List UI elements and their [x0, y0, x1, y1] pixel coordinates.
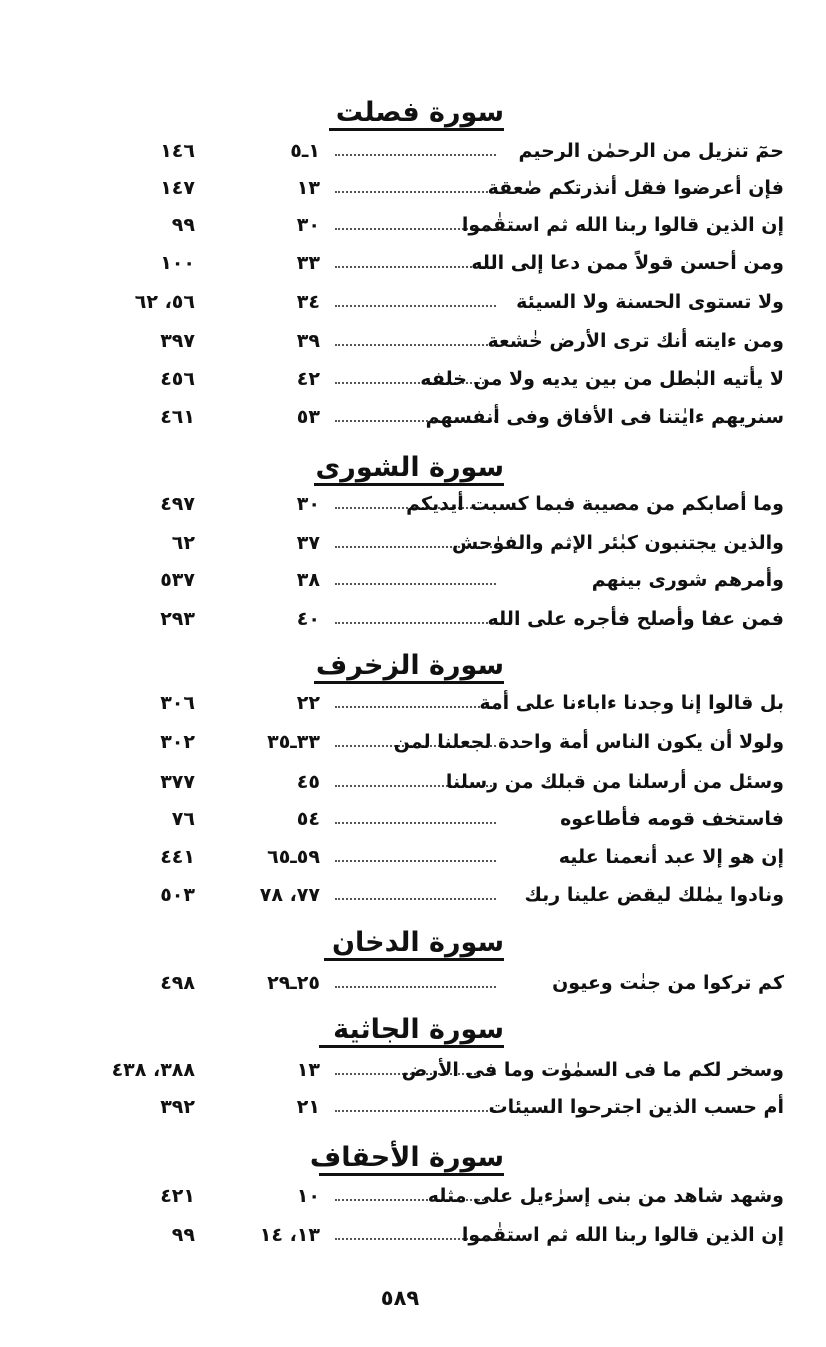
index-entry: [0, 1088, 826, 1126]
ayah-number: ١٣، ١٤: [259, 1224, 320, 1246]
index-entry: [0, 600, 826, 638]
surah-title-text: سورة الدخان: [332, 927, 504, 958]
page-reference: ٤٤١: [160, 846, 195, 868]
page-reference: ١٠٠: [160, 252, 195, 274]
surah-title: [294, 450, 504, 490]
verse-text: ومن أحسن قولاً ممن دعا إلى الله: [471, 252, 784, 274]
surah-title-text: سورة الأحقاف: [309, 1142, 504, 1173]
page-reference: ٩٩: [171, 1224, 195, 1246]
verse-text: ولا تستوى الحسنة ولا السيئة: [516, 291, 784, 313]
ayah-number: ٣٣ـ٣٥: [267, 731, 320, 753]
verse-text: إن هو إلا عبد أنعمنا عليه: [558, 846, 784, 868]
index-entry: [0, 763, 826, 801]
page-reference: ٤٢١: [160, 1185, 195, 1207]
title-underline: [329, 128, 504, 131]
ayah-number: ١٠: [296, 1185, 320, 1207]
surah-title: [294, 648, 504, 688]
page-reference: ٢٩٣: [160, 608, 195, 630]
surah-title-text: سورة الجاثية: [333, 1014, 504, 1045]
index-entry: [0, 684, 826, 722]
verse-text: ولولا أن يكون الناس أمة واحدة لجعلنا لمن: [393, 731, 784, 753]
page-reference: ٣٧٧: [160, 771, 195, 793]
title-underline: [324, 958, 504, 961]
title-underline: [319, 1173, 504, 1176]
verse-text: والذين يجتنبون كبٰئر الإثم والفوٰحش: [451, 532, 784, 554]
index-entry: [0, 561, 826, 599]
page-reference: ٥٣٧: [160, 569, 195, 591]
ayah-number: ٣٣: [296, 252, 320, 274]
index-entry: [0, 206, 826, 244]
verse-text: وشهد شاهد من بنى إسرٰءيل على مثله: [427, 1185, 784, 1207]
index-entry: [0, 1177, 826, 1215]
page-reference: ٣٠٦: [160, 692, 195, 714]
verse-text: وسخر لكم ما فى السمٰوٰت وما فى الأرض: [401, 1059, 784, 1081]
index-entry: [0, 723, 826, 761]
verse-text: إن الذين قالوا ربنا الله ثم استقٰموا: [461, 214, 784, 236]
index-entry: [0, 132, 826, 170]
page-reference: ٣٩٧: [160, 330, 195, 352]
page-reference: ٣٨٨، ٤٣٨: [111, 1059, 195, 1081]
verse-text: سنريهم ءايٰتنا فى الأفاق وفى أنفسهم: [425, 406, 784, 428]
page-reference: ١٤٦: [160, 140, 195, 162]
index-entry: [0, 1051, 826, 1089]
ayah-number: ٣٩: [296, 330, 320, 352]
index-entry: [0, 964, 826, 1002]
surah-title: [294, 1012, 504, 1052]
index-entry: [0, 169, 826, 207]
ayah-number: ٣٠: [296, 214, 320, 236]
index-entry: [0, 283, 826, 321]
index-entry: [0, 322, 826, 360]
index-entry: [0, 398, 826, 436]
index-entry: [0, 800, 826, 838]
verse-text: لا يأتيه البٰطل من بين يديه ولا من خلفه: [420, 368, 784, 390]
ayah-number: ٥٣: [296, 406, 320, 428]
index-entry: [0, 1216, 826, 1254]
page-reference: ٤٦١: [160, 406, 195, 428]
index-entry: [0, 244, 826, 282]
ayah-number: ٢٢: [296, 692, 320, 714]
page-reference: ٦٢: [171, 532, 195, 554]
index-entry: [0, 876, 826, 914]
verse-text: ونادوا يمٰلك ليقض علينا ربك: [524, 884, 784, 906]
verse-text: إن الذين قالوا ربنا الله ثم استقٰموا: [461, 1224, 784, 1246]
ayah-number: ٣٧: [296, 532, 320, 554]
verse-text: فإن أعرضوا فقل أنذرتكم صٰعقة: [487, 177, 784, 199]
index-entry: [0, 524, 826, 562]
index-entry: [0, 838, 826, 876]
page-reference: ١٤٧: [160, 177, 195, 199]
surah-title-text: سورة فصلت: [335, 97, 504, 128]
verse-text: وسئل من أرسلنا من قبلك من رسلنا: [445, 771, 784, 793]
surah-title: [294, 925, 504, 965]
ayah-number: ١ـ٥: [290, 140, 320, 162]
surah-title-text: سورة الشورى: [315, 452, 504, 483]
verse-text: ومن ءايته أنك ترى الأرض خٰشعة: [487, 330, 784, 352]
ayah-number: ٢١: [296, 1096, 320, 1118]
ayah-number: ٣٠: [296, 493, 320, 515]
ayah-number: ١٣: [296, 177, 320, 199]
page-number: ٥٨٩: [380, 1286, 420, 1310]
verse-text: أم حسب الذين اجترحوا السيئات: [488, 1096, 784, 1118]
page-reference: ٥٠٣: [160, 884, 195, 906]
page-reference: ٧٦: [171, 808, 195, 830]
page-reference: ٥٦، ٦٢: [134, 291, 195, 313]
verse-text: فمن عفا وأصلح فأجره على الله: [487, 608, 784, 630]
page-reference: ٤٩٨: [160, 972, 195, 994]
ayah-number: ٤٢: [296, 368, 320, 390]
page-reference: ٤٥٦: [160, 368, 195, 390]
ayah-number: ٣٨: [296, 569, 320, 591]
surah-title-text: سورة الزخرف: [315, 650, 504, 681]
page-reference: ٩٩: [171, 214, 195, 236]
ayah-number: ٢٥ـ٢٩: [267, 972, 320, 994]
index-entry: [0, 360, 826, 398]
verse-text: كم تركوا من جنٰت وعيون: [552, 972, 784, 994]
verse-text: حمٓ تنزيل من الرحمٰن الرحيم: [518, 140, 784, 162]
page-reference: ٤٩٧: [160, 493, 195, 515]
index-entry: [0, 485, 826, 523]
title-underline: [319, 1045, 504, 1048]
ayah-number: ٥٩ـ٦٥: [267, 846, 320, 868]
verse-text: وما أصابكم من مصيبة فبما كسبت أيديكم: [406, 493, 784, 515]
ayah-number: ٣٤: [296, 291, 320, 313]
ayah-number: ٤٠: [296, 608, 320, 630]
ayah-number: ٥٤: [296, 808, 320, 830]
ayah-number: ١٣: [296, 1059, 320, 1081]
page-reference: ٣٩٢: [160, 1096, 195, 1118]
page-reference: ٣٠٢: [160, 731, 195, 753]
ayah-number: ٧٧، ٧٨: [259, 884, 320, 906]
verse-text: بل قالوا إنا وجدنا ءاباءنا على أمة: [479, 692, 784, 714]
verse-text: فاستخف قومه فأطاعوه: [560, 808, 784, 830]
surah-title: [294, 1140, 504, 1180]
verse-text: وأمرهم شورى بينهم: [591, 569, 784, 591]
ayah-number: ٤٥: [296, 771, 320, 793]
surah-title: [294, 95, 504, 135]
